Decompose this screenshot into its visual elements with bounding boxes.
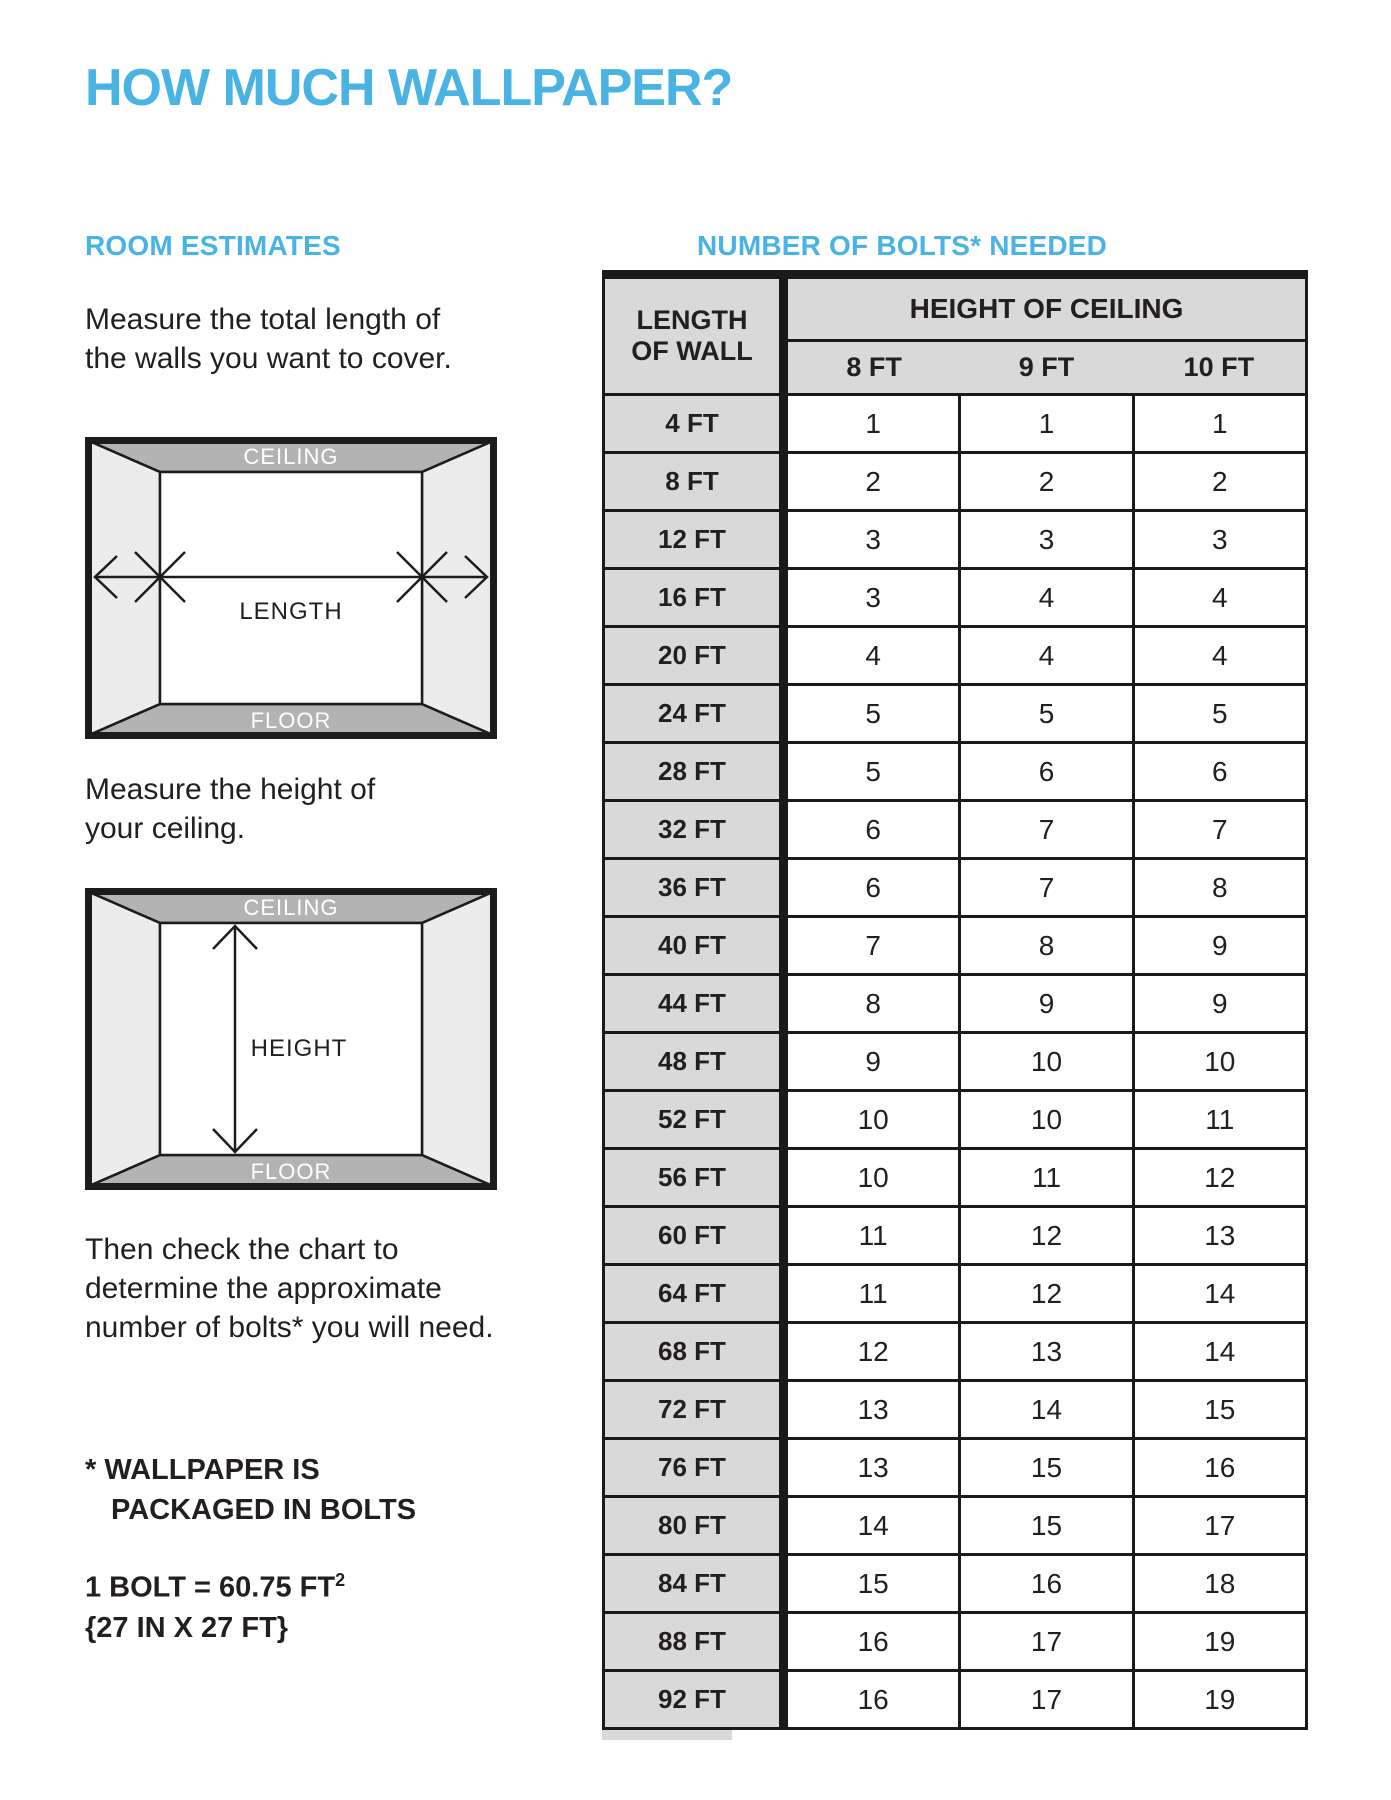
wall-length-label: 40 FT [605, 918, 779, 973]
column-divider [779, 1034, 788, 1089]
bolt-count-cell: 9 [1132, 976, 1305, 1031]
wall-length-label: 84 FT [605, 1556, 779, 1611]
wall-length-label: 72 FT [605, 1382, 779, 1437]
squared-superscript: 2 [335, 1570, 346, 1590]
paragraph-line: the walls you want to cover. [85, 342, 452, 375]
column-divider [779, 802, 788, 857]
bolt-count-cell: 6 [958, 744, 1131, 799]
bolt-count-cell: 15 [788, 1556, 958, 1611]
col-header-9ft: 9 FT [1018, 352, 1075, 382]
ceiling-header-group [788, 279, 1305, 393]
table-row [605, 741, 1305, 799]
table-row [605, 1495, 1305, 1553]
bolt-count-cell: 3 [958, 512, 1131, 567]
table-row [605, 1437, 1305, 1495]
column-divider [779, 1672, 788, 1727]
bolt-count-cell: 19 [1132, 1614, 1305, 1669]
bolt-count-cell: 10 [958, 1034, 1131, 1089]
bolt-count-cell: 19 [1132, 1672, 1305, 1727]
table-row [605, 567, 1305, 625]
bolt-count-cell: 10 [1132, 1034, 1305, 1089]
column-divider [779, 976, 788, 1031]
floor-label: FLOOR [250, 1159, 332, 1184]
column-divider [779, 1324, 788, 1379]
column-divider [779, 1440, 788, 1495]
footnote-line: PACKAGED IN BOLTS [111, 1494, 417, 1526]
ceiling-subheader-row [788, 342, 1305, 393]
wall-length-label: 32 FT [605, 802, 779, 857]
bolt-count-cell: 5 [1132, 686, 1305, 741]
bolt-count-cell: 8 [958, 918, 1131, 973]
table-row [605, 1089, 1305, 1147]
wall-length-label: 60 FT [605, 1208, 779, 1263]
bolt-count-cell: 16 [788, 1614, 958, 1669]
bolt-count-cell: 14 [788, 1498, 958, 1553]
table-row [605, 509, 1305, 567]
bolt-count-cell: 9 [958, 976, 1131, 1031]
column-divider [779, 918, 788, 973]
table-top-border [602, 270, 1308, 279]
ceiling-label: CEILING [243, 895, 339, 920]
column-divider [779, 1556, 788, 1611]
col-header-10ft: 10 FT [1183, 352, 1255, 382]
column-divider [779, 570, 788, 625]
bolt-count-cell: 6 [788, 802, 958, 857]
paragraph-line: number of bolts* you will need. [85, 1311, 494, 1344]
wall-length-label: 92 FT [605, 1672, 779, 1727]
bolt-count-cell: 16 [788, 1672, 958, 1727]
bolt-count-cell: 4 [1132, 628, 1305, 683]
wall-length-label: 20 FT [605, 628, 779, 683]
bolt-count-cell: 10 [788, 1092, 958, 1147]
bolt-count-cell: 12 [788, 1324, 958, 1379]
bolt-count-cell: 6 [788, 860, 958, 915]
bolt-count-cell: 5 [788, 744, 958, 799]
column-divider [779, 279, 788, 393]
table-row [605, 1379, 1305, 1437]
bolt-count-cell: 3 [788, 570, 958, 625]
table-row [605, 1147, 1305, 1205]
table-body [602, 279, 1308, 1730]
wall-length-label: 4 FT [605, 396, 779, 451]
bolt-count-cell: 15 [958, 1440, 1131, 1495]
table-row [605, 625, 1305, 683]
measure-length-paragraph [85, 300, 452, 378]
table-row [605, 973, 1305, 1031]
length-of-wall-header: LENGTH OF WALL [605, 279, 779, 393]
column-divider [779, 1266, 788, 1321]
bolt-count-cell: 4 [1132, 570, 1305, 625]
ceiling-height-diagram [85, 888, 497, 1190]
paragraph-line: Measure the total length of [85, 303, 441, 336]
wall-length-label: 8 FT [605, 454, 779, 509]
wall-length-label: 24 FT [605, 686, 779, 741]
table-row [605, 799, 1305, 857]
length-label: LENGTH [239, 598, 343, 625]
bolt-count-cell: 15 [1132, 1382, 1305, 1437]
bolt-count-cell: 2 [788, 454, 958, 509]
column-divider [779, 628, 788, 683]
col-header-8ft: 8 FT [846, 352, 902, 382]
room-length-diagram [85, 437, 497, 739]
wall-length-label: 64 FT [605, 1266, 779, 1321]
column-divider [779, 1092, 788, 1147]
table-rows [605, 393, 1305, 1727]
bolt-count-cell: 4 [958, 628, 1131, 683]
bolt-count-cell: 11 [1132, 1092, 1305, 1147]
bolt-count-cell: 12 [1132, 1150, 1305, 1205]
bolt-count-cell: 3 [788, 512, 958, 567]
bolt-count-cell: 17 [958, 1614, 1131, 1669]
wall-length-label: 68 FT [605, 1324, 779, 1379]
wall-length-label: 44 FT [605, 976, 779, 1031]
bolt-count-cell: 7 [958, 860, 1131, 915]
floor-label: FLOOR [250, 708, 332, 733]
table-header [605, 279, 1305, 393]
measure-height-paragraph [85, 770, 375, 848]
bolt-count-cell: 12 [958, 1208, 1131, 1263]
bolt-count-cell: 16 [1132, 1440, 1305, 1495]
table-row [605, 1263, 1305, 1321]
left-wall [89, 892, 160, 1186]
right-wall [422, 892, 493, 1186]
bolt-count-cell: 10 [958, 1092, 1131, 1147]
paragraph-line: your ceiling. [85, 812, 246, 845]
bolt-count-cell: 8 [788, 976, 958, 1031]
bolt-count-cell: 7 [788, 918, 958, 973]
table-row [605, 1669, 1305, 1727]
paragraph-line: determine the approximate [85, 1272, 442, 1305]
table-row [605, 393, 1305, 451]
bolt-count-cell: 8 [1132, 860, 1305, 915]
wall-length-label: 76 FT [605, 1440, 779, 1495]
column-divider [779, 860, 788, 915]
column-divider [779, 1382, 788, 1437]
bolt-count-cell: 1 [1132, 396, 1305, 451]
column-divider [779, 1498, 788, 1553]
bolt-count-cell: 5 [788, 686, 958, 741]
column-divider [779, 744, 788, 799]
bolt-count-cell: 15 [958, 1498, 1131, 1553]
paragraph-line: Then check the chart to [85, 1233, 399, 1266]
wall-length-label: 80 FT [605, 1498, 779, 1553]
bolt-count-cell: 1 [958, 396, 1131, 451]
column-divider [779, 1150, 788, 1205]
wall-length-label: 12 FT [605, 512, 779, 567]
footnote-line: * WALLPAPER IS [85, 1454, 320, 1486]
bolt-count-cell: 17 [1132, 1498, 1305, 1553]
bolt-count-cell: 3 [1132, 512, 1305, 567]
wall-length-label: 16 FT [605, 570, 779, 625]
bolt-count-cell: 7 [958, 802, 1131, 857]
ceiling-label: CEILING [243, 444, 339, 469]
table-row [605, 915, 1305, 973]
back-wall [160, 472, 422, 704]
table-row [605, 1205, 1305, 1263]
bolt-count-cell: 13 [788, 1440, 958, 1495]
bolt-count-cell: 10 [788, 1150, 958, 1205]
bolt-count-cell: 12 [958, 1266, 1131, 1321]
table-row [605, 1553, 1305, 1611]
table-row [605, 683, 1305, 741]
bolt-count-cell: 9 [788, 1034, 958, 1089]
table-row [605, 1611, 1305, 1669]
bolt-count-cell: 9 [1132, 918, 1305, 973]
bolt-count-cell: 6 [1132, 744, 1305, 799]
bolt-count-cell: 11 [788, 1208, 958, 1263]
bolt-count-cell: 2 [958, 454, 1131, 509]
table-bottom-stub [602, 1730, 732, 1740]
bolts-footnote [85, 1450, 416, 1530]
wall-length-label: 52 FT [605, 1092, 779, 1147]
bolt-count-cell: 4 [788, 628, 958, 683]
bolt-dimensions-line: {27 IN X 27 FT} [85, 1611, 289, 1644]
wall-length-label: 88 FT [605, 1614, 779, 1669]
bolts-needed-heading: NUMBER OF BOLTS* NEEDED [697, 230, 1108, 261]
column-divider [779, 454, 788, 509]
bolt-count-cell: 17 [958, 1672, 1131, 1727]
table-row [605, 1321, 1305, 1379]
wall-length-label: 48 FT [605, 1034, 779, 1089]
bolt-count-cell: 4 [958, 570, 1131, 625]
column-divider [779, 1208, 788, 1263]
bolt-count-cell: 13 [788, 1382, 958, 1437]
wall-length-label: 28 FT [605, 744, 779, 799]
bolt-count-cell: 7 [1132, 802, 1305, 857]
wall-length-label: 36 FT [605, 860, 779, 915]
height-of-ceiling-header: HEIGHT OF CEILING [788, 279, 1305, 339]
table-row [605, 857, 1305, 915]
bolt-count-cell: 11 [788, 1266, 958, 1321]
bolt-equation [85, 1560, 345, 1648]
bolt-count-cell: 14 [1132, 1266, 1305, 1321]
column-divider [779, 396, 788, 451]
column-divider [779, 686, 788, 741]
bolt-count-cell: 18 [1132, 1556, 1305, 1611]
bolt-count-cell: 5 [958, 686, 1131, 741]
wall-length-label: 56 FT [605, 1150, 779, 1205]
column-divider [779, 1614, 788, 1669]
bolt-count-cell: 2 [1132, 454, 1305, 509]
bolt-count-cell: 13 [1132, 1208, 1305, 1263]
check-chart-paragraph [85, 1230, 494, 1347]
page-title: HOW MUCH WALLPAPER? [85, 59, 733, 117]
bolt-size-line: 1 BOLT = 60.75 $FT^2$ [85, 1570, 346, 1604]
bolt-count-cell: 11 [958, 1150, 1131, 1205]
bolt-count-cell: 16 [958, 1556, 1131, 1611]
bolt-count-cell: 14 [958, 1382, 1131, 1437]
bolt-count-cell: 14 [1132, 1324, 1305, 1379]
column-divider [779, 512, 788, 567]
table-row [605, 1031, 1305, 1089]
bolts-table [602, 270, 1308, 1740]
bolt-count-cell: 1 [788, 396, 958, 451]
bolt-count-cell: 13 [958, 1324, 1131, 1379]
height-label: HEIGHT [250, 1035, 348, 1062]
room-estimates-heading: ROOM ESTIMATES [85, 230, 341, 261]
paragraph-line: Measure the height of [85, 773, 376, 806]
table-row [605, 451, 1305, 509]
